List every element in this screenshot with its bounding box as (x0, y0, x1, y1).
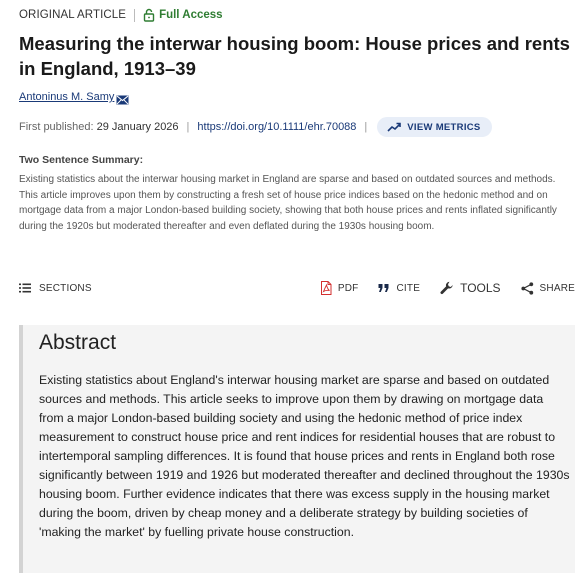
share-icon (521, 282, 534, 295)
view-metrics-button[interactable] (377, 117, 491, 137)
abstract-text: Existing statistics about England's interwar housing market are sparse and based on outdated sources and methods. This article seeks to improve upon them by drawing on mortgage data from a major London-based building society and using the hedonic method of price index measurement to construct house price and rent indices for residential houses that are robust to intertemporal sampling differences. It is found that house prices and rents in England both rose significantly between 1919 and 1926 but moderated thereafter and declined throughout the 1930s housing boom. Further evidence indicates that there was excess supply in the housing market during the boom, driven by cheap money and a deliberate strategy by building societies of 'making the market' by fuelling private house construction. (39, 373, 570, 539)
publication-meta (19, 118, 492, 136)
cite-label: CITE (396, 282, 421, 294)
list-icon (19, 283, 31, 293)
cite-button[interactable] (378, 283, 420, 294)
wrench-icon (440, 281, 454, 295)
author-link[interactable]: Antoninus M. Samy (19, 91, 115, 103)
pdf-button[interactable] (320, 281, 359, 295)
article-meta-header (19, 7, 223, 23)
quote-icon (378, 283, 390, 293)
abstract-section (19, 325, 575, 573)
access-badge: Full Access (159, 9, 223, 21)
tools-button[interactable] (440, 281, 500, 295)
tools-label: TOOLS (460, 281, 501, 295)
summary-title: Two Sentence Summary: (19, 154, 144, 166)
divider: | (186, 121, 190, 133)
mail-icon[interactable] (116, 92, 129, 102)
article-type: ORIGINAL ARTICLE (19, 9, 127, 21)
article-title: Measuring the interwar housing boom: House prices and rents in England, 1913–39 (19, 33, 570, 79)
share-button[interactable] (521, 282, 575, 295)
doi-link[interactable]: https://doi.org/10.1111/ehr.70088 (197, 121, 357, 133)
pdf-icon (320, 281, 332, 295)
author-row (19, 91, 129, 103)
pdf-label: PDF (337, 282, 359, 294)
published-label: First published: (19, 121, 94, 133)
divider (134, 9, 135, 22)
summary-text: Existing statistics about the interwar housing market in England are sparse and based on outdated sources and methods. This article improves upon them by constructing a fresh set of house price indices based on the hedonic method and on mortgage data from a major London-based building society, showing that both house prices and rents inflated significantly during the 1920s but moderated thereafter and even deflated during the 1930s housing boom. (19, 174, 557, 232)
view-metrics-label: VIEW METRICS (407, 121, 481, 133)
sections-button[interactable] (19, 283, 92, 294)
sections-label: SECTIONS (39, 282, 92, 294)
article-toolbar (19, 278, 575, 298)
toolbar-actions (300, 278, 575, 298)
share-label: SHARE (539, 282, 575, 294)
lock-icon (143, 8, 155, 22)
published-date: 29 January 2026 (96, 121, 179, 133)
divider: | (364, 121, 368, 133)
abstract-heading: Abstract (39, 331, 117, 354)
trend-icon (387, 122, 401, 132)
